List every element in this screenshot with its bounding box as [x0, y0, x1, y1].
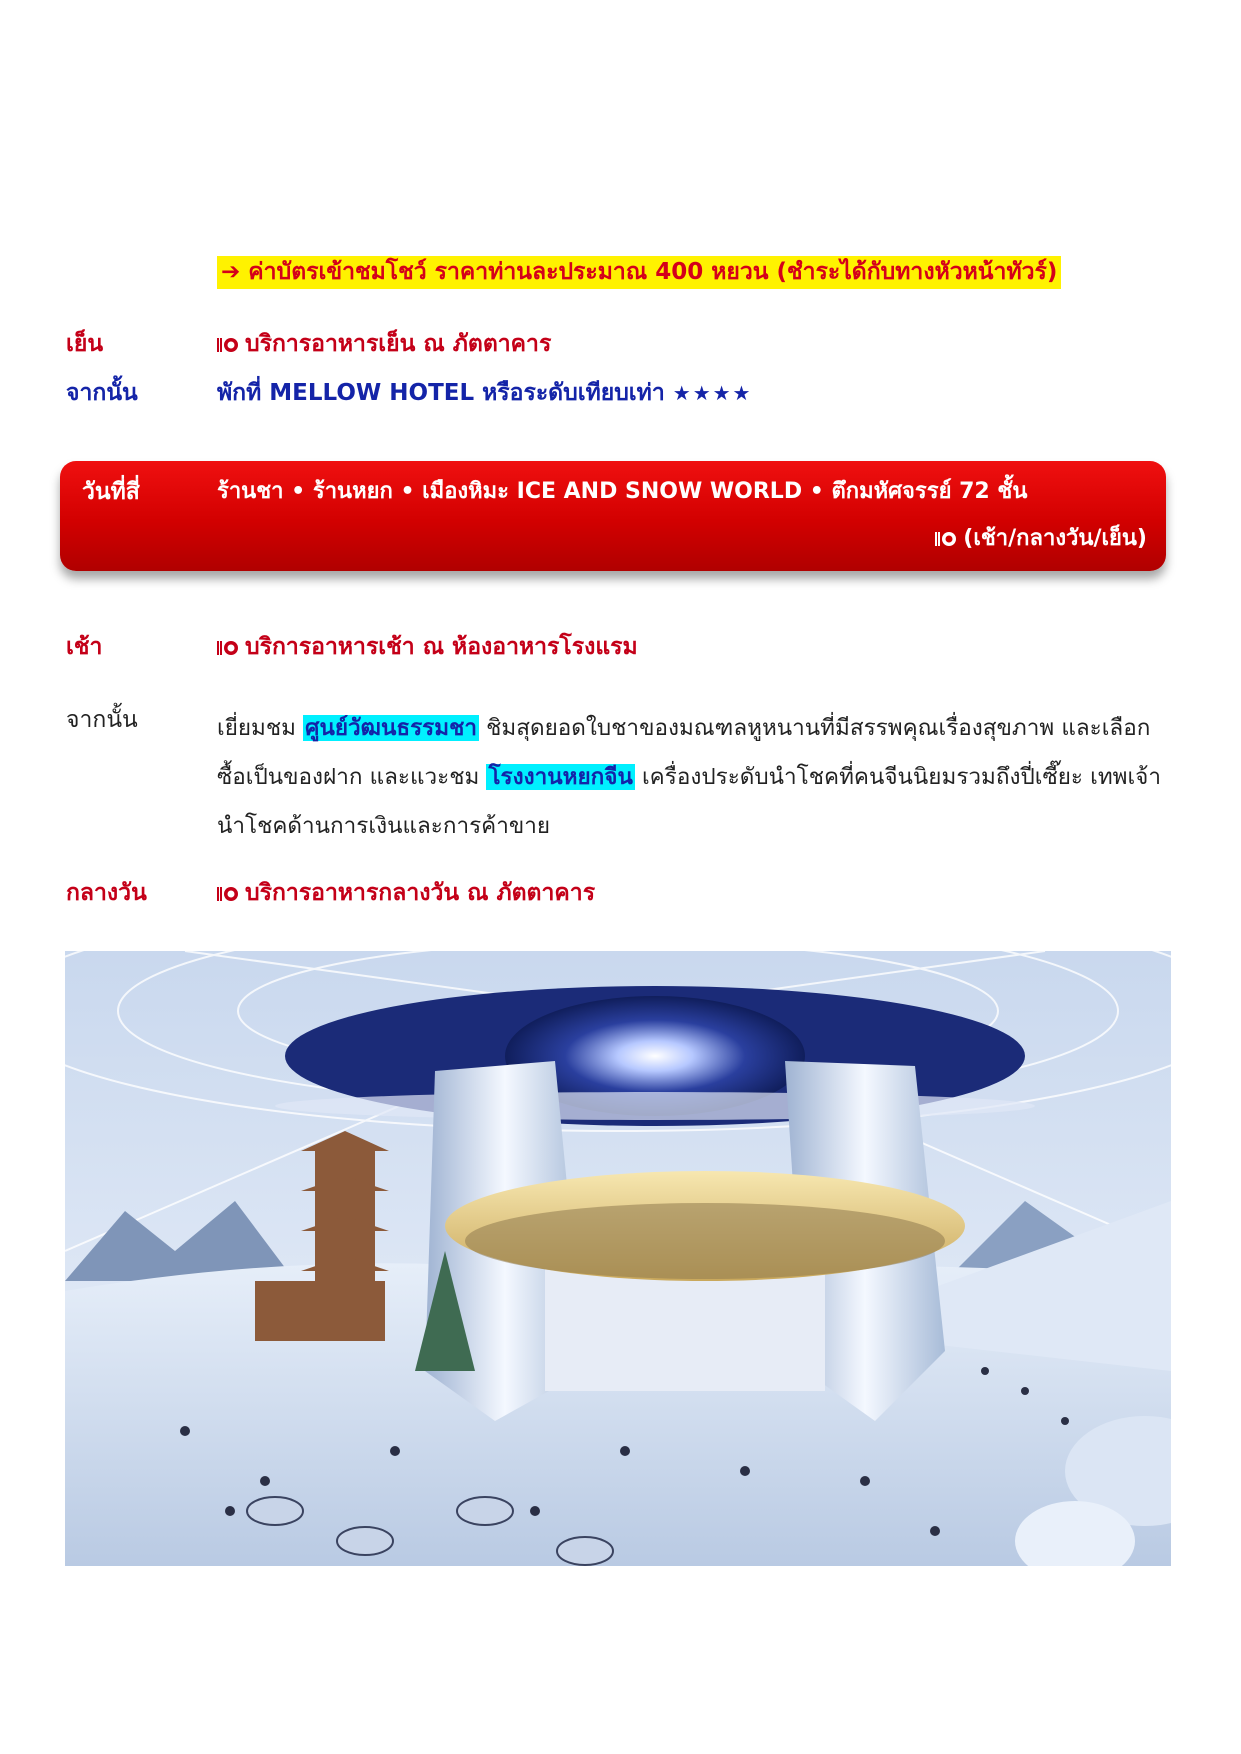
- visit-text-2: ชิมสุดยอดใบชาของมณฑลหูหนานที่มีสรรพคุณเรื่องสุขภาพ และเลือกซื้อเป็นของฝาก และแวะชม: [217, 715, 1151, 790]
- jade-factory-highlight: โรงงานหยกจีน: [488, 764, 633, 790]
- morning-meal-text: บริการอาหารเช้า ณ ห้องอาหารโรงแรม: [245, 634, 638, 660]
- morning-meal: [217, 631, 638, 663]
- then-visit-label: จากนั้น: [66, 707, 138, 733]
- visit-text-1: เยี่ยมชม: [217, 715, 304, 741]
- dining-plate-icon: [217, 337, 239, 353]
- ice-snow-world-illustration: [65, 951, 1171, 1566]
- morning-label: เช้า: [66, 634, 103, 660]
- dining-plate-icon: [217, 886, 239, 902]
- tea-culture-center-highlight: ศูนย์วัฒนธรรมชา: [305, 715, 477, 741]
- hotel-line: [217, 377, 752, 409]
- day-banner-meals-text: (เช้า/กลางวัน/เย็น): [963, 526, 1147, 551]
- dining-plate-icon: [935, 531, 957, 547]
- visit-paragraph: [217, 704, 1167, 851]
- lunch-meal-text: บริการอาหารกลางวัน ณ ภัตตาคาร: [245, 880, 596, 906]
- visit-text-3: เครื่องประดับนำโชคที่คนจีนนิยมรวมถึงปี่เซี๊ยะ เทพเจ้านำโชคด้านการเงินและการค้าขาย: [217, 764, 1162, 839]
- hotel-stars: ★★★★: [672, 381, 753, 405]
- then-label: จากนั้น: [66, 380, 138, 406]
- dining-plate-icon: [217, 640, 239, 656]
- lunch-meal: [217, 877, 595, 909]
- show-ticket-note-text: ค่าบัตรเข้าชมโชว์ ราคาท่านละประมาณ 400 หยวน (ชำระได้กับทางหัวหน้าทัวร์): [248, 259, 1058, 285]
- hotel-text: พักที่ MELLOW HOTEL หรือระดับเทียบเท่า: [217, 380, 665, 406]
- evening-meal: [217, 328, 551, 360]
- evening-meal-text: บริการอาหารเย็น ณ ภัตตาคาร: [245, 331, 552, 357]
- lunch-label: กลางวัน: [66, 880, 147, 906]
- arrow-icon: ➔: [221, 259, 241, 285]
- evening-label: เย็น: [66, 331, 104, 357]
- day-banner-meals: [935, 523, 1147, 555]
- show-ticket-note: [217, 256, 1061, 289]
- day-banner-title: ร้านชา • ร้านหยก • เมืองหิมะ ICE AND SNOW WORLD • ตึกมหัศจรรย์ 72 ชั้น: [217, 479, 1028, 504]
- ice-snow-world-photo: [65, 951, 1171, 1566]
- day-banner-day: วันที่สี่: [82, 479, 140, 505]
